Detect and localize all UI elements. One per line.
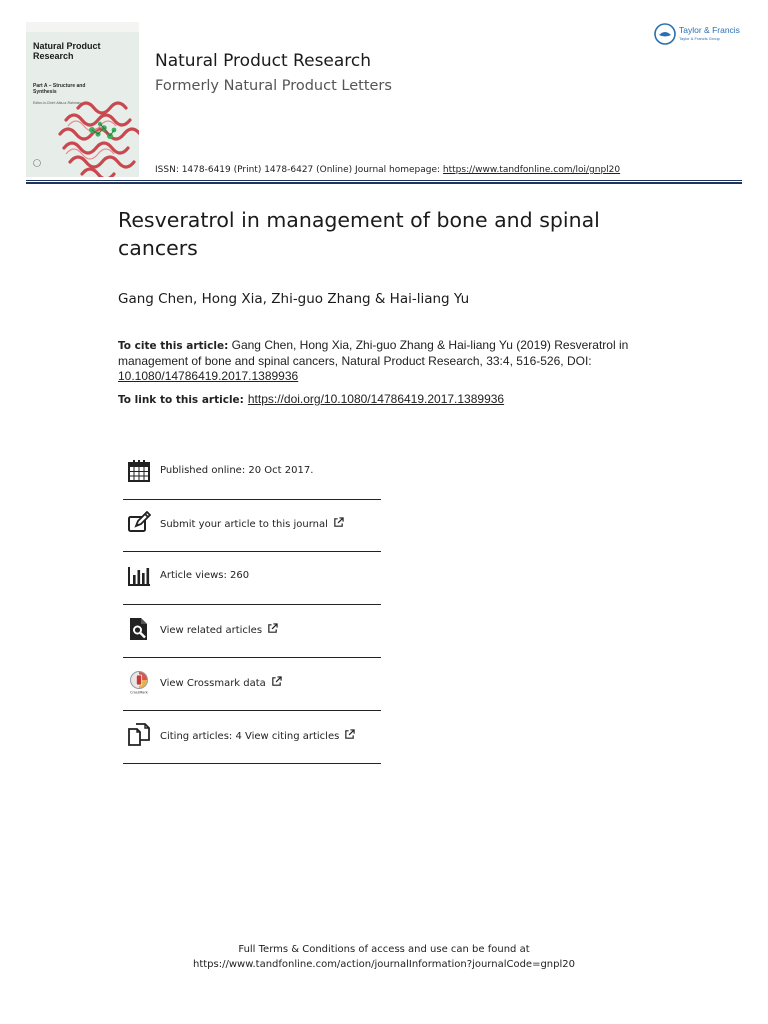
terms-line: Full Terms & Conditions of access and use can be found at bbox=[238, 944, 530, 955]
article-views-row bbox=[123, 553, 381, 605]
link-label: To link to this article: bbox=[118, 394, 244, 406]
publisher-name: Taylor & Francis bbox=[679, 25, 740, 35]
cover-title: Natural Product Research bbox=[33, 41, 101, 61]
submit-article-row[interactable] bbox=[123, 500, 381, 552]
article-title: Resveratrol in management of bone and spinal cancers bbox=[118, 208, 600, 260]
journal-homepage-link[interactable]: https://www.tandfonline.com/loi/gnpl20 bbox=[442, 165, 621, 175]
terms-footer bbox=[0, 942, 768, 972]
journal-cover-image bbox=[26, 22, 139, 177]
article-doi-link[interactable]: https://doi.org/10.1080/14786419.2017.1389936 bbox=[247, 392, 505, 406]
cover-top-strip bbox=[26, 22, 139, 32]
row-divider bbox=[123, 710, 381, 711]
external-link-icon bbox=[271, 676, 282, 687]
cover-subtitle: Part A – Structure and Synthesis bbox=[33, 83, 86, 95]
crossmark-text: View Crossmark data bbox=[160, 678, 266, 689]
article-authors: Gang Chen, Hong Xia, Zhi-guo Zhang & Hai-liang Yu bbox=[118, 291, 470, 307]
citation-block bbox=[118, 338, 638, 384]
article-link-block bbox=[118, 392, 504, 406]
external-link-icon bbox=[333, 517, 344, 528]
bar-chart-icon bbox=[127, 564, 151, 588]
cite-text: Gang Chen, Hong Xia, Zhi-guo Zhang & Hai-liang Yu (2019) Resveratrol in management of bone and spinal cancers, Natural Product Research, 33:4, 516-526, DOI: bbox=[118, 338, 629, 368]
external-link-icon bbox=[267, 623, 278, 634]
crossmark-link[interactable] bbox=[160, 676, 282, 689]
cover-editor: Editor-in-Chief: Atta-ur-Rahman bbox=[33, 101, 81, 105]
issn-text: ISSN: 1478-6419 (Print) 1478-6427 (Online) Journal homepage: bbox=[155, 165, 443, 175]
cover-publisher-logo-icon bbox=[32, 158, 72, 168]
row-divider bbox=[123, 763, 381, 764]
cite-doi-link[interactable]: 10.1080/14786419.2017.1389936 bbox=[118, 369, 299, 383]
crossmark-icon-text: CrossMark bbox=[130, 690, 148, 694]
published-online-text: Published online: 20 Oct 2017. bbox=[160, 465, 314, 476]
submit-article-text: Submit your article to this journal bbox=[160, 519, 328, 530]
row-divider bbox=[123, 657, 381, 658]
related-articles-link[interactable] bbox=[160, 623, 278, 636]
external-link-icon bbox=[344, 729, 355, 740]
header-rule-thick bbox=[26, 182, 742, 184]
citing-articles-text: Citing articles: 4 View citing articles bbox=[160, 731, 340, 742]
article-views-text: Article views: 260 bbox=[160, 570, 250, 581]
edit-pencil-icon bbox=[127, 511, 151, 535]
crossmark-row[interactable] bbox=[123, 659, 381, 711]
journal-title: Natural Product Research bbox=[155, 51, 372, 71]
issn-line bbox=[155, 165, 620, 175]
document-search-icon bbox=[127, 617, 151, 641]
published-online-row bbox=[123, 448, 381, 500]
citing-articles-link[interactable] bbox=[160, 729, 355, 742]
related-articles-text: View related articles bbox=[160, 625, 263, 636]
row-divider bbox=[123, 551, 381, 552]
header-rule-thin bbox=[26, 180, 742, 181]
crossmark-icon bbox=[127, 670, 151, 694]
publisher-group: Taylor & Francis Group bbox=[679, 36, 720, 41]
citing-articles-row[interactable] bbox=[123, 712, 381, 764]
row-divider bbox=[123, 604, 381, 605]
terms-url-link[interactable]: https://www.tandfonline.com/action/journalInformation?journalCode=gnpl20 bbox=[193, 959, 575, 970]
cite-label: To cite this article: bbox=[118, 340, 229, 352]
submit-article-link[interactable] bbox=[160, 517, 344, 530]
citing-documents-icon bbox=[127, 723, 151, 747]
journal-former-name: Formerly Natural Product Letters bbox=[155, 78, 392, 94]
calendar-icon bbox=[127, 459, 151, 483]
related-articles-row[interactable] bbox=[123, 606, 381, 658]
